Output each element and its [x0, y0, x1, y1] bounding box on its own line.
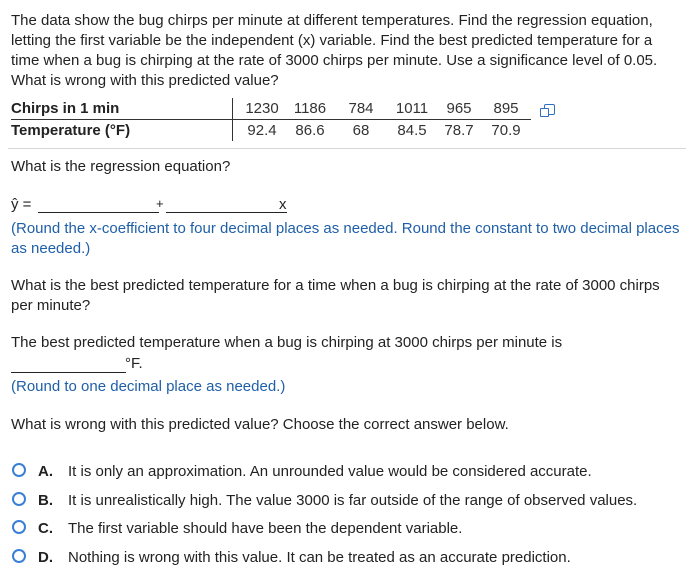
option-c-letter: C. [38, 520, 53, 537]
row-values-temperature [233, 120, 532, 142]
radio-button-d[interactable] [12, 549, 26, 563]
data-table [11, 98, 531, 141]
row-values-chirps [233, 98, 532, 120]
fahrenheit-unit: °F. [125, 355, 143, 372]
option-c-text: The first variable should have been the dependent variable. [68, 520, 463, 537]
table-cell: 784 [348, 100, 374, 117]
x-variable: x [279, 196, 287, 213]
radio-button-a[interactable] [12, 463, 26, 477]
q1-prompt: What is the regression equation? [11, 158, 231, 175]
table-cell: 92.4 [247, 122, 277, 139]
regression-equation-line [11, 196, 311, 216]
q2-rounding-hint: (Round to one decimal place as needed.) [11, 378, 286, 395]
option-d-letter: D. [38, 549, 53, 566]
problem-statement: The data show the bug chirps per minute at different temperatures. Find the regression equation, letting the first variable be the independent (x) variable. Find the best predicted temperature for a time when a bug is chirping at the rate of 3000 chirps per minute. Use a significance level of 0.05. What is wrong with this predicted value? [11, 12, 658, 89]
table-row-chirps [11, 98, 531, 120]
option-b-text: It is unrealistically high. The value 3000 is far outside of the range of observed values. [68, 492, 638, 509]
table-row-temperature [11, 120, 531, 142]
table-cell: 84.5 [397, 122, 427, 139]
predicted-temperature-field[interactable] [11, 358, 126, 373]
table-cell: 78.7 [444, 122, 474, 139]
table-cell: 1186 [293, 100, 327, 117]
table-cell: 86.6 [295, 122, 325, 139]
option-d-text: Nothing is wrong with this value. It can be treated as an accurate prediction. [68, 549, 571, 566]
table-cell: 895 [493, 100, 519, 117]
q2-prompt: What is the best predicted temperature for a time when a bug is chirping at the rate of 3000 chirps per minute? [11, 277, 660, 314]
table-cell: 1230 [245, 100, 279, 117]
option-a-letter: A. [38, 463, 53, 480]
constant-answer-field[interactable] [38, 198, 159, 213]
copy-data-icon[interactable] [544, 104, 555, 115]
row-label-temperature: Temperature (°F) [11, 122, 131, 139]
table-cell: 965 [446, 100, 472, 117]
row-label-chirps: Chirps in 1 min [11, 98, 233, 120]
coefficient-answer-field[interactable] [166, 198, 287, 213]
option-a-text: It is only an approximation. An unrounded value would be considered accurate. [68, 463, 592, 480]
q2-statement: The best predicted temperature when a bug is chirping at 3000 chirps per minute is [11, 334, 563, 351]
radio-button-c[interactable] [12, 520, 26, 534]
yhat-label: ŷ = [11, 196, 32, 213]
table-cell: 1011 [395, 100, 429, 117]
table-cell: 70.9 [491, 122, 521, 139]
q3-prompt: What is wrong with this predicted value? Choose the correct answer below. [11, 416, 509, 433]
table-cell: 68 [352, 122, 370, 139]
radio-button-b[interactable] [12, 492, 26, 506]
q1-rounding-hint: (Round the x-coefficient to four decimal places as needed. Round the constant to two decimal places as needed.) [11, 220, 680, 257]
section-divider [8, 148, 686, 149]
plus-sign: + [156, 196, 164, 211]
option-b-letter: B. [38, 492, 53, 509]
